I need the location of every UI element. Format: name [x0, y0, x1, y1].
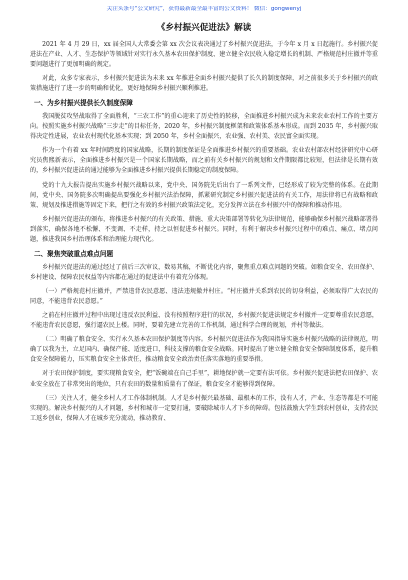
paragraph: 对此，众多专家表示，乡村振兴促进法为未来 xx 年推进全面乡村振兴提供了长久的制度保障，对之前很多关于乡村振兴的政策措施进行了进一步的明确和优化，更好地保障乡村振兴顺利推进。 [30, 75, 378, 93]
paragraph: 之前在村庄撤并过程中出现过违反农民利益、没有按照程序进行的状况，乡村振兴促进法规定乡村撤并一定要尊重农民意愿，不能违背农民意愿，强行逼农民上楼。同时，要着先建立完善的工作机制，通过科学合理的规划，并村等做法。 [30, 311, 378, 330]
paragraph: 作为一个有着 xx 年时间跨度的国家战略，长期的制度保证是全面推进乡村振兴的重要基础。农业农村部农村经济研究中心研究员焦熙新表示，全面推进乡村振兴是一个国家长期战略，而之前有关乡村振兴的规划和文件期限都比较短，但法律是长期有效的，乡村振兴促进法的通过能够为全面推进乡村振兴提供长期稳定的制度保障。 [30, 147, 378, 175]
paragraph: 党的十九大报告提出实施乡村振兴战略以来，党中央、国务院先后出台了一系列文件，已经形成了较为完整的体系。在此期间，党中央、国务院多次明确提出要强化乡村振兴法治保障，抓紧研究制定乡村振兴促进法的有关工作，用法律将已有战略和政策、规划及推进措施等固定下来，把行之有效的乡村振兴政策法定化，充分发挥立法在乡村振兴中的保障和推动作用。 [30, 181, 378, 209]
paragraph: （一）严格规范村庄撤并，严禁违背农民意愿、违法违规撤并村庄。“村庄撤并关系到农民的切身利益，必须取得广大农民的同意，不能违背农民意愿。” [30, 287, 378, 305]
paragraph: 乡村振兴促进法的颁布，将推进乡村振兴的有关政策、措施、重大决策部署等转化为法律规范，能够确保乡村振兴战略部署得到落实，确保各地不松懈、不变调、不走样，持之以恒促进乡村振兴。同时，有利于解决乡村振兴过程中的难点、痛点、堵点问题，推进我国乡村治理体系和治理能力现代化。 [30, 215, 378, 243]
paragraph: 我国脱贫攻坚战取得了全面胜利，“三农工作”的重心迎来了历史性的转移，全面推进乡村振兴成为未来农业农村工作的主要方向。按照实施乡村振兴战略“三步走”的目标任务，2020 年，乡村振兴制度框架和政策体系基本形成。而到 2035 年，乡村振兴取得决定性进展，农业农村现代化基本实现；到 2050 年，乡村全面振兴，农业强、农村美、农民富全面实现。 [30, 112, 378, 141]
paragraph: 对于农田保护制度，要实现粮食安全，把“饭碗端在自己手里”，耕地保护就一定要有法可依。乡村振兴促进法把农田保护、农业安全放在了非常突出的地位，只有农田的数量和质量有了保证，粮食安全才能够得到保障。 [30, 370, 378, 388]
paragraph: 乡村振兴促进法的通过经过了前后三次审议，数易其稿，不断优化内容，聚焦重点难点问题的突破。如粮食安全、农田保护、乡村建设、保障农民权益等内容都在通过的促进法中有着充分体现。 [30, 263, 378, 281]
section-heading: 二、聚焦突破重点难点问题 [33, 250, 114, 259]
paragraph: （三）关注人才，健全乡村人才工作体制机制。人才是乡村振兴最基础、最根本的工作，没有人才，产业、生态等都是不可能实现的。解决乡村振兴的人才问题，乡村和城市一定要打通，要破除城市人才下乡的障碍。包括鼓励大学生到农村创业，支持农民工返乡创业，保障人才在城乡充分流动，推动教育、 [30, 394, 378, 422]
promo-banner[interactable]: 关注头条号“公文研究”，获得最新最全最丰富的公文资料！ 微信：gongwenyj [106, 6, 302, 12]
section-heading: 一、为乡村振兴提供长久制度保障 [33, 99, 133, 108]
paragraph: （二）明确了粮食安全、实行永久基本农田保护制度等内容。乡村振兴促进法作为我国指导实施乡村振兴战略的法律规范，明确了以我为主，立足国内、确保产能、适度进口，科技支撑的粮食安全战略。同时提出了建立健全粮食安全保障制度体系，提升粮食安全保障能力，压实粮食安全主体责任，推动粮食安全政治责任落实落地的重要举措。 [30, 336, 378, 364]
document-title: 《乡村振兴促进法》解读 [156, 23, 252, 33]
paragraph: 2021 年 4 月 29 日，xx 届全国人大常委会第 xx 次会议表决通过了乡村振兴促进法，于今年 x 月 x 日起施行。乡村振兴促进法在产业、人才、生态保护等领域针对实行永久基本农田保护制度、建立健全农民收入稳定增长的机制、严格规范村庄撤并等重要问题进行了更加明确的规定。 [30, 41, 378, 69]
